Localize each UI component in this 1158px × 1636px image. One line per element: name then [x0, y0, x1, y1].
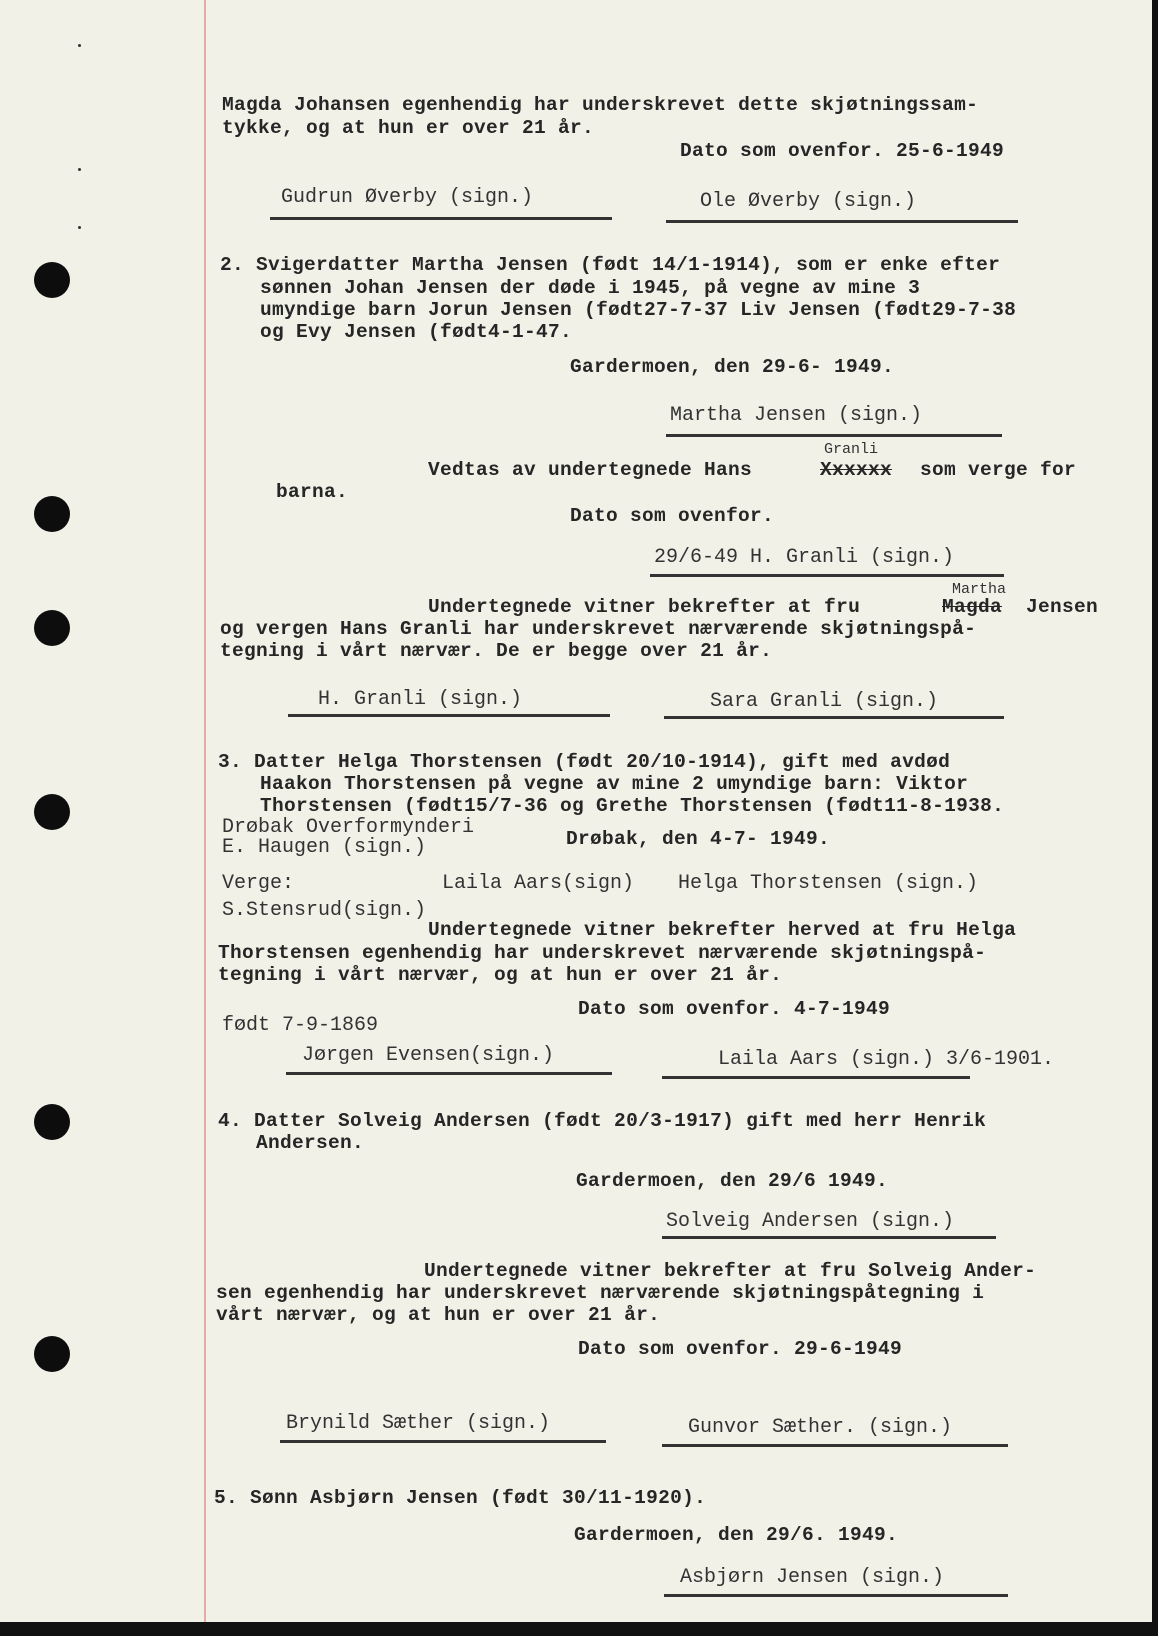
text-line: sønnen Johan Jensen der døde i 1945, på vegne av mine 3: [260, 277, 921, 299]
struck-text: Xxxxxx: [820, 459, 893, 481]
text-line: tegning i vårt nærvær. De er begge over 21 år.: [220, 640, 773, 662]
place-date: Gardermoen, den 29-6- 1949.: [570, 356, 895, 378]
punch-dot: [78, 226, 81, 229]
date-line: Dato som ovenfor. 25-6-1949: [680, 140, 1005, 162]
signature-rule: [270, 217, 612, 220]
signature-rule: [662, 1076, 970, 1079]
text-line: sen egenhendig har underskrevet nærværende skjøtningspåtegning i: [216, 1282, 985, 1304]
text-line: og Evy Jensen (født4-1-47.: [260, 321, 573, 343]
signature-left: Gudrun Øverby (sign.): [281, 186, 534, 209]
place-date: Gardermoen, den 29/6. 1949.: [574, 1524, 899, 1546]
signature-rule: [666, 434, 1002, 437]
text-line: umyndige barn Jorun Jensen (født27-7-37 Liv Jensen (født29-7-38: [260, 299, 1017, 321]
binder-hole: [34, 1104, 70, 1140]
text-line: Thorstensen egenhendig har underskrevet nærværende skjøtningspå-: [218, 942, 987, 964]
text-line: 5. Sønn Asbjørn Jensen (født 30/11-1920).: [214, 1487, 707, 1509]
text-line: Undertegnede vitner bekrefter herved at fru Helga: [428, 919, 1017, 941]
verge-signature: Laila Aars(sign): [442, 872, 635, 895]
text-line: Haakon Thorstensen på vegne av mine 2 umyndige barn: Viktor: [260, 773, 969, 795]
signature-right: Laila Aars (sign.) 3/6-1901.: [718, 1048, 1055, 1071]
signature-rule: [280, 1440, 606, 1443]
signature: Helga Thorstensen (sign.): [678, 872, 979, 895]
text-line: tykke, og at hun er over 21 år.: [222, 117, 595, 139]
signature-rule: [288, 714, 610, 717]
born-note: født 7-9-1869: [222, 1014, 379, 1037]
text-line: Thorstensen (født15/7-36 og Grethe Thorstensen (født11-8-1938.: [260, 795, 1005, 817]
text-line: Vedtas av undertegnede Hans: [428, 459, 753, 481]
stamp-text: Drøbak Overformynderi: [222, 816, 475, 839]
text-line: Andersen.: [256, 1132, 365, 1154]
text-line: Jensen: [1026, 596, 1099, 618]
signature-rule: [664, 1594, 1008, 1597]
place-date: Gardermoen, den 29/6 1949.: [576, 1170, 889, 1192]
signature-right: Gunvor Sæther. (sign.): [688, 1416, 953, 1439]
signature-left: Jørgen Evensen(sign.): [302, 1044, 555, 1067]
date-line: Dato som ovenfor. 29-6-1949: [578, 1338, 903, 1360]
punch-dot: [78, 44, 81, 47]
stamp-text: E. Haugen (sign.): [222, 836, 427, 859]
text-line: Magda Johansen egenhendig har underskrevet dette skjøtningssam-: [222, 94, 979, 116]
signature-rule: [662, 1236, 996, 1239]
text-line: vårt nærvær, og at hun er over 21 år.: [216, 1304, 661, 1326]
signature-rule: [286, 1072, 612, 1075]
place-date: Drøbak, den 4-7- 1949.: [566, 828, 831, 850]
text-line: 3. Datter Helga Thorstensen (født 20/10-1914), gift med avdød: [218, 751, 951, 773]
date-line: Dato som ovenfor. 4-7-1949: [578, 998, 891, 1020]
text-line: Undertegnede vitner bekrefter at fru: [428, 596, 861, 618]
signature-rule: [650, 574, 1004, 577]
text-line: Undertegnede vitner bekrefter at fru Solveig Ander-: [424, 1260, 1037, 1282]
verge-signature: S.Stensrud(sign.): [222, 899, 427, 922]
signature-right: Sara Granli (sign.): [710, 690, 939, 713]
punch-dot: [78, 168, 81, 171]
binder-hole: [34, 1336, 70, 1372]
text-line: barna.: [276, 481, 349, 503]
binder-hole: [34, 794, 70, 830]
signature-rule: [662, 1444, 1008, 1447]
signature: 29/6-49 H. Granli (sign.): [654, 546, 955, 569]
text-line: 2. Svigerdatter Martha Jensen (født 14/1-1914), som er enke efter: [220, 254, 1001, 276]
signature: Martha Jensen (sign.): [670, 404, 923, 427]
text-line: og vergen Hans Granli har underskrevet nærværende skjøtningspå-: [220, 618, 977, 640]
signature-rule: [666, 220, 1018, 223]
struck-text: Magda: [942, 596, 1003, 618]
margin-rule: [204, 0, 206, 1622]
signature-left: Brynild Sæther (sign.): [286, 1412, 551, 1435]
text-line: tegning i vårt nærvær, og at hun er over 21 år.: [218, 964, 783, 986]
handwritten-correction: Granli: [824, 441, 879, 458]
signature-rule: [664, 716, 1004, 719]
text-line: som verge for: [920, 459, 1077, 481]
binder-hole: [34, 610, 70, 646]
date-line: Dato som ovenfor.: [570, 505, 775, 527]
verge-label: Verge:: [222, 872, 295, 895]
handwritten-correction: Martha: [952, 581, 1007, 598]
text-line: 4. Datter Solveig Andersen (født 20/3-1917) gift med herr Henrik: [218, 1110, 987, 1132]
signature: Asbjørn Jensen (sign.): [680, 1566, 945, 1589]
binder-hole: [34, 496, 70, 532]
binder-hole: [34, 262, 70, 298]
signature: Solveig Andersen (sign.): [666, 1210, 955, 1233]
signature-left: H. Granli (sign.): [318, 688, 523, 711]
signature-right: Ole Øverby (sign.): [700, 190, 917, 213]
